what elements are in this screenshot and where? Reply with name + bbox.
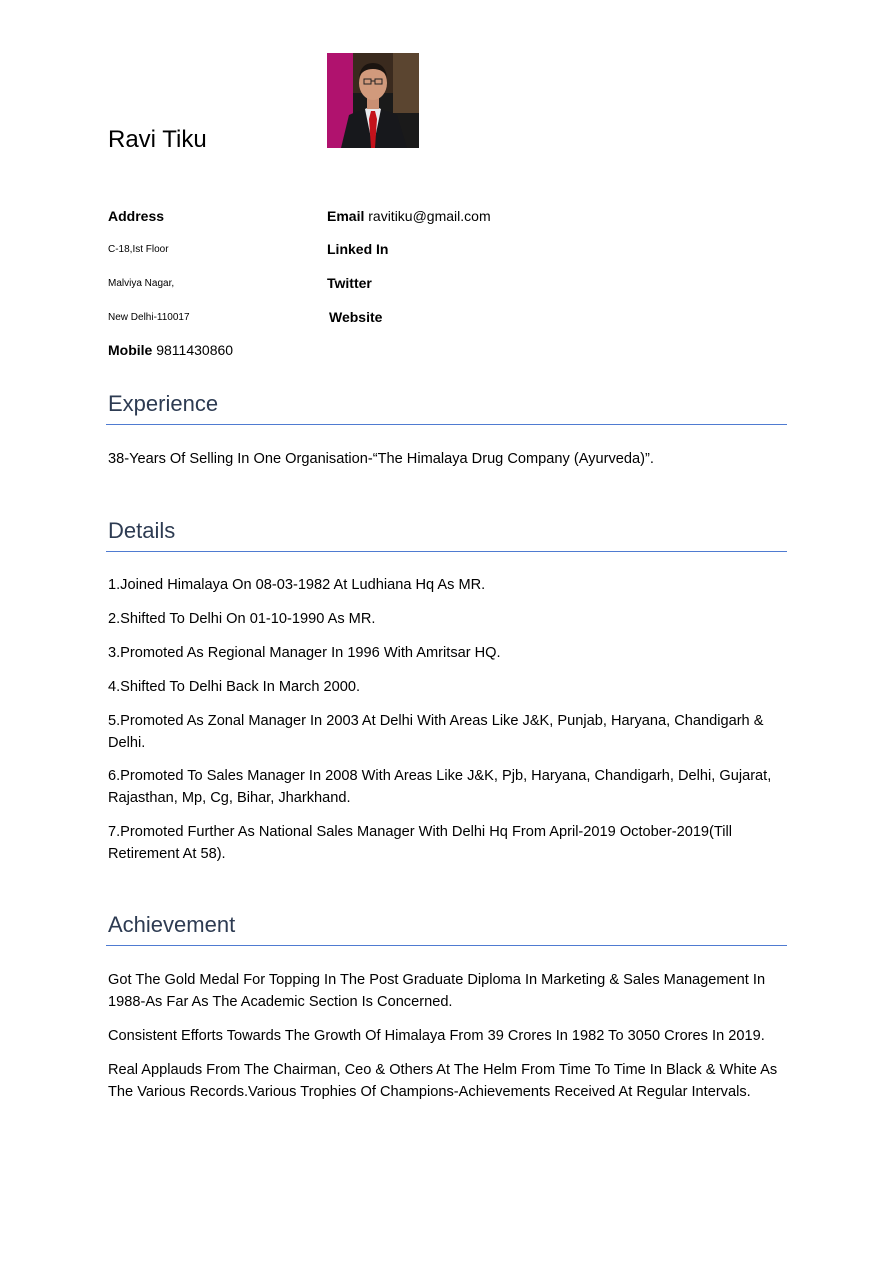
email-label: Email — [327, 208, 365, 224]
achievement-item-3: Real Applauds From The Chairman, Ceo & Others At The Helm From Time To Time In Black & White As The Various Records.Various Trophies Of Champions-Achievements Received At Regular Intervals. — [108, 1062, 778, 1100]
experience-text: 38-Years Of Selling In One Organisation-“The Himalaya Drug Company (Ayurveda)”. — [108, 451, 654, 467]
details-divider — [106, 551, 787, 552]
profile-photo — [327, 53, 419, 148]
person-name: Ravi Tiku — [108, 126, 207, 153]
achievement-item-2: Consistent Efforts Towards The Growth Of Himalaya From 39 Crores In 1982 To 3050 Crores In 2019. — [108, 1028, 765, 1044]
experience-divider — [106, 424, 787, 425]
address-label: Address — [108, 208, 165, 224]
website-label[interactable]: Website — [329, 309, 383, 325]
address-line-1: C-18,Ist Floor — [108, 244, 169, 255]
mobile — [108, 340, 233, 360]
address-line-3: New Delhi-110017 — [108, 312, 190, 323]
achievement-heading: Achievement — [108, 912, 236, 937]
details-item-6: 6.Promoted To Sales Manager In 2008 With Areas Like J&K, Pjb, Haryana, Chandigarh, Delhi, Gujarat, Rajasthan, Mp, Cg, Bihar, Jharkhand. — [108, 768, 772, 806]
details-item-1: 1.Joined Himalaya On 08-03-1982 At Ludhiana Hq As MR. — [108, 577, 486, 593]
linkedin-label[interactable]: Linked In — [327, 241, 389, 257]
twitter-label[interactable]: Twitter — [327, 275, 372, 291]
details-item-3: 3.Promoted As Regional Manager In 1996 With Amritsar HQ. — [108, 645, 501, 661]
details-item-4: 4.Shifted To Delhi Back In March 2000. — [108, 679, 361, 695]
mobile-value: 9811430860 — [156, 342, 234, 358]
experience-heading: Experience — [108, 391, 219, 416]
achievement-item-1: Got The Gold Medal For Topping In The Post Graduate Diploma In Marketing & Sales Management In 1988-As Far As The Academic Section Is Concerned. — [108, 972, 766, 1010]
details-item-5: 5.Promoted As Zonal Manager In 2003 At Delhi With Areas Like J&K, Punjab, Haryana, Chandigarh & Delhi. — [108, 713, 764, 751]
email — [327, 206, 491, 226]
details-item-2: 2.Shifted To Delhi On 01-10-1990 As MR. — [108, 611, 376, 627]
email-value[interactable]: ravitiku@gmail.com — [368, 208, 491, 224]
mobile-label: Mobile — [108, 342, 153, 358]
achievement-divider — [106, 945, 787, 946]
details-heading: Details — [108, 518, 176, 543]
details-item-7: 7.Promoted Further As National Sales Manager With Delhi Hq From April-2019 October-2019(Till Retirement At 58). — [108, 824, 733, 862]
address-line-2: Malviya Nagar, — [108, 278, 175, 289]
